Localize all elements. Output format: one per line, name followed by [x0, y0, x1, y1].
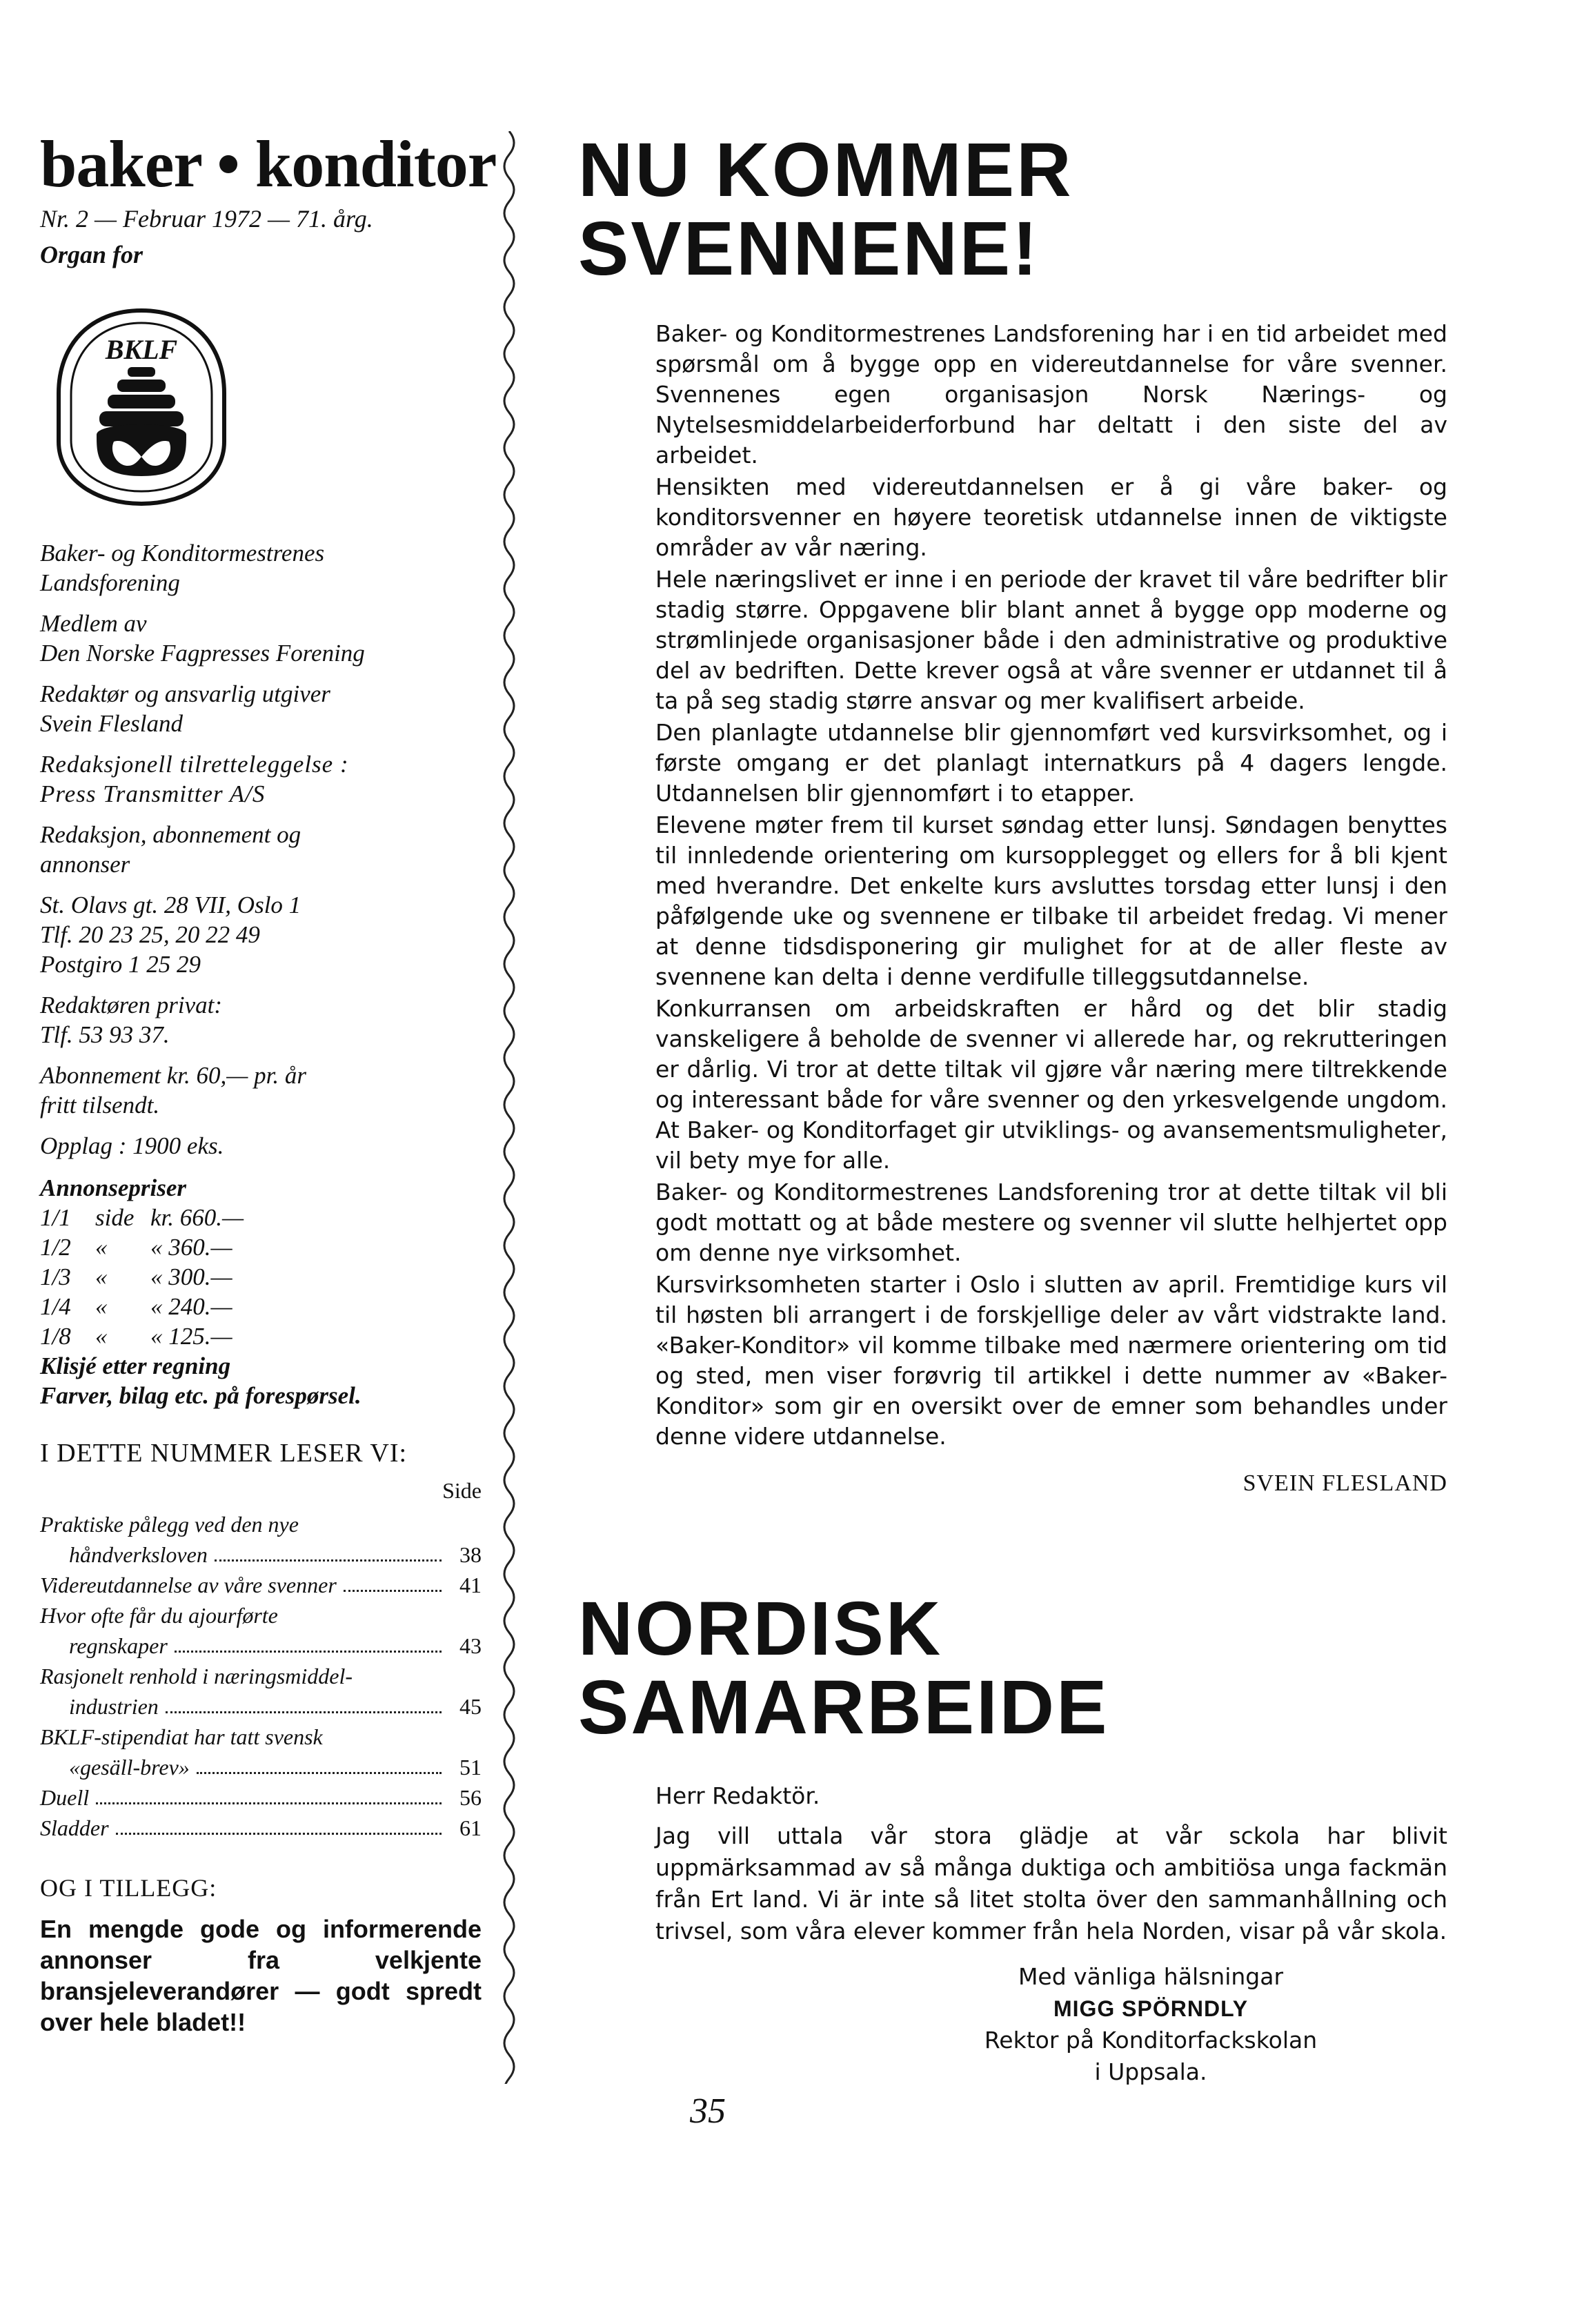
paragraph: Den planlagte utdannelse blir gjennomført ved kursvirksomhet, og i første omgang er det planlagt internatkurs på 4 dagers lengde. Utdannelsen blir gjennomført i to etapper. [655, 719, 1447, 807]
article2-letter [655, 1780, 1447, 1947]
price-row: 1/3 « « 300.— [40, 1263, 232, 1290]
toc-title: I DETTE NUMMER LESER VI: [40, 1439, 408, 1468]
article1-author: SVEIN FLESLAND [1243, 1470, 1447, 1496]
price-row: 1/1 side kr. 660.— [40, 1204, 244, 1231]
ad-prices-title: Annonsepriser [40, 1174, 187, 1201]
member-line1: Medlem av [40, 610, 147, 637]
paragraph: Konkurransen om arbeidskraften er hård og det blir stadig vanskeligere å beholde de svenner vi allerede har, og rekrutteringen er dårlig. Vi tror at dette tiltak vil gjøre vår næring mere tiltrekkende og interessant både for våre svenner og den yrkesvelgende ungdom. At Baker- og Konditorfaget gir utviklings- og avansementsmuligheter, vil bety mye for alle. [655, 995, 1447, 1174]
wavy-divider [495, 131, 523, 2084]
cliche-note: Klisjé etter regning [40, 1352, 231, 1379]
office-label-line2: annonser [40, 851, 130, 878]
paragraph: Kursvirksomheten starter i Oslo i slutten av april. Fremtidige kurs vil til høsten bli arrangert i de forskjellige deler av vårt vidstrakte land. «Baker-Konditor» vil komme tilbake med nærmere orientering om tid og sted, men viser forøvrig til artikkel i dette nummer av «Baker-Konditor» som gir en oversikt over de emner som behandles under denne videre utdannelse. [655, 1271, 1447, 1450]
subscription-line1: Abonnement kr. 60,— pr. år [40, 1062, 306, 1089]
closing-phrase: Med vänliga hälsningar [1018, 1963, 1284, 1990]
masthead-title: baker • konditor [40, 127, 497, 201]
toc-item[interactable]: Praktiske pålegg ved den nye håndverksloven 38 [40, 1512, 482, 1567]
member-line2: Den Norske Fagpresses Forening [40, 640, 365, 667]
paragraph: Baker- og Konditormestrenes Landsforening tror at dette tiltak vil bli godt mottatt og at både mestere og svenner vil slutte helhjertet opp om denne nye virksomhet. [655, 1179, 1447, 1266]
signer-title-line1: Rektor på Konditorfackskolan [984, 2027, 1318, 2054]
layout-company: Press Transmitter A/S [40, 780, 266, 807]
issue-line: Nr. 2 — Februar 1972 — 71. årg. [40, 205, 373, 233]
table-of-contents [40, 1509, 482, 1843]
toc-item[interactable]: Sladder 61 [40, 1815, 482, 1840]
org-name-line2: Landsforening [40, 569, 180, 596]
editor-private-phone: Tlf. 53 93 37. [40, 1021, 170, 1048]
masthead-column [40, 127, 497, 2038]
layout-label: Redaksjonell tilretteleggelse : [40, 751, 349, 778]
editor-private-label: Redaktøren privat: [40, 992, 223, 1018]
price-row: 1/8 « « 125.— [40, 1323, 232, 1350]
article1-body [655, 319, 1447, 1499]
paragraph: Elevene møter frem til kurset søndag etter lunsj. Søndagen benyttes til innledende orientering om kursopplegget og ellers for å bli kjent med hverandre. Det enkelte kurs avsluttes torsdag etter lunsj i den påfølgende uke og svennene er tilbake til arbeidet fredag. Vi mener at denne tidsdisponering gir mulighet for at de aller fleste av svennene kan delta i denne verdifulle tilleggsutdannelse. [655, 811, 1447, 990]
letter-body: Jag vill uttala vår stora glädje at vår sckola har blivit uppmärksammad av så många duktiga och ambitiösa unga fackmän från Ert land. Vi är inte så litet stolta över den sammanhållning och trivsel, som våra elever kommer från hela Norden, visar på vår skola. [655, 1822, 1447, 1944]
editor-name: Svein Flesland [40, 710, 184, 737]
paragraph: Baker- og Konditormestrenes Landsforening har i en tid arbeidet med spørsmål om å bygge opp en videreutdannelse for våre svenner. Svennenes egen organisasjon Norsk Nærings- og Nytelsesmiddelarbeiderforbund har deltatt i den siste del av arbeidet. [655, 320, 1447, 469]
signer-title-line2: i Uppsala. [1094, 2058, 1207, 2085]
bklf-logo-icon [48, 304, 235, 511]
ad-prices [40, 1173, 482, 1410]
org-name-line1: Baker- og Konditormestrenes [40, 540, 325, 567]
page-number: 35 [690, 2091, 726, 2131]
article1-headline: NU KOMMER SVENNENE! [578, 128, 1073, 291]
paragraph: Hensikten med videreutdannelsen er å gi våre baker- og konditorsvenner en høyere teoretisk utdannelse innen de viktigste områder av vår næring. [655, 473, 1447, 561]
toc-side-label: Side [442, 1478, 482, 1503]
subscription-line2: fritt tilsendt. [40, 1092, 160, 1119]
article2-headline: NORDISK SAMARBEIDE [578, 1586, 1109, 1750]
postgiro: Postgiro 1 25 29 [40, 951, 201, 978]
editor-label: Redaktør og ansvarlig utgiver [40, 680, 330, 707]
organ-for-label: Organ for [40, 241, 143, 268]
price-row: 1/4 « « 240.— [40, 1293, 232, 1320]
articles-column [578, 128, 1447, 2088]
letter-closing [578, 1961, 1323, 2088]
office-phone: Tlf. 20 23 25, 20 22 49 [40, 921, 260, 948]
letter-greeting: Herr Redaktör. [655, 1782, 820, 1809]
office-label-line1: Redaksjon, abonnement og [40, 821, 301, 848]
extra-body: En mengde gode og informerende annonser fra velkjente bransjeleverandører — godt spredt over hele bladet!! [40, 1915, 482, 2036]
circulation: Opplag : 1900 eks. [40, 1132, 224, 1159]
color-note: Farver, bilag etc. på forespørsel. [40, 1382, 362, 1409]
extra-title: OG I TILLEGG: [40, 1874, 217, 1902]
office-address: St. Olavs gt. 28 VII, Oslo 1 [40, 892, 301, 918]
toc-item[interactable]: Duell 56 [40, 1785, 482, 1810]
toc-item[interactable]: Videreutdannelse av våre svenner 41 [40, 1573, 482, 1597]
toc-item[interactable]: BKLF-stipendiat har tatt svensk «gesäll-brev» 51 [40, 1724, 482, 1780]
toc-item[interactable]: Hvor ofte får du ajourførte regnskaper 43 [40, 1603, 482, 1658]
publisher-info [40, 538, 482, 1410]
paragraph: Hele næringslivet er inne i en periode der kravet til våre bedrifter blir stadig større. Oppgavene blir blant annet å bygge opp moderne og strømlinjede organisasjoner både i den administrative og produktive del av bedriften. Dette krever også at våre svenner er utdannet til å ta på seg stadig større ansvar og mer kvalifisert arbeide. [655, 566, 1447, 714]
price-row: 1/2 « « 360.— [40, 1234, 232, 1261]
signer-name: MIGG SPÖRNDLY [1053, 1996, 1249, 2021]
logo-text: BKLF [105, 334, 178, 365]
toc-item[interactable]: Rasjonelt renhold i næringsmiddel- industrien 45 [40, 1664, 482, 1719]
